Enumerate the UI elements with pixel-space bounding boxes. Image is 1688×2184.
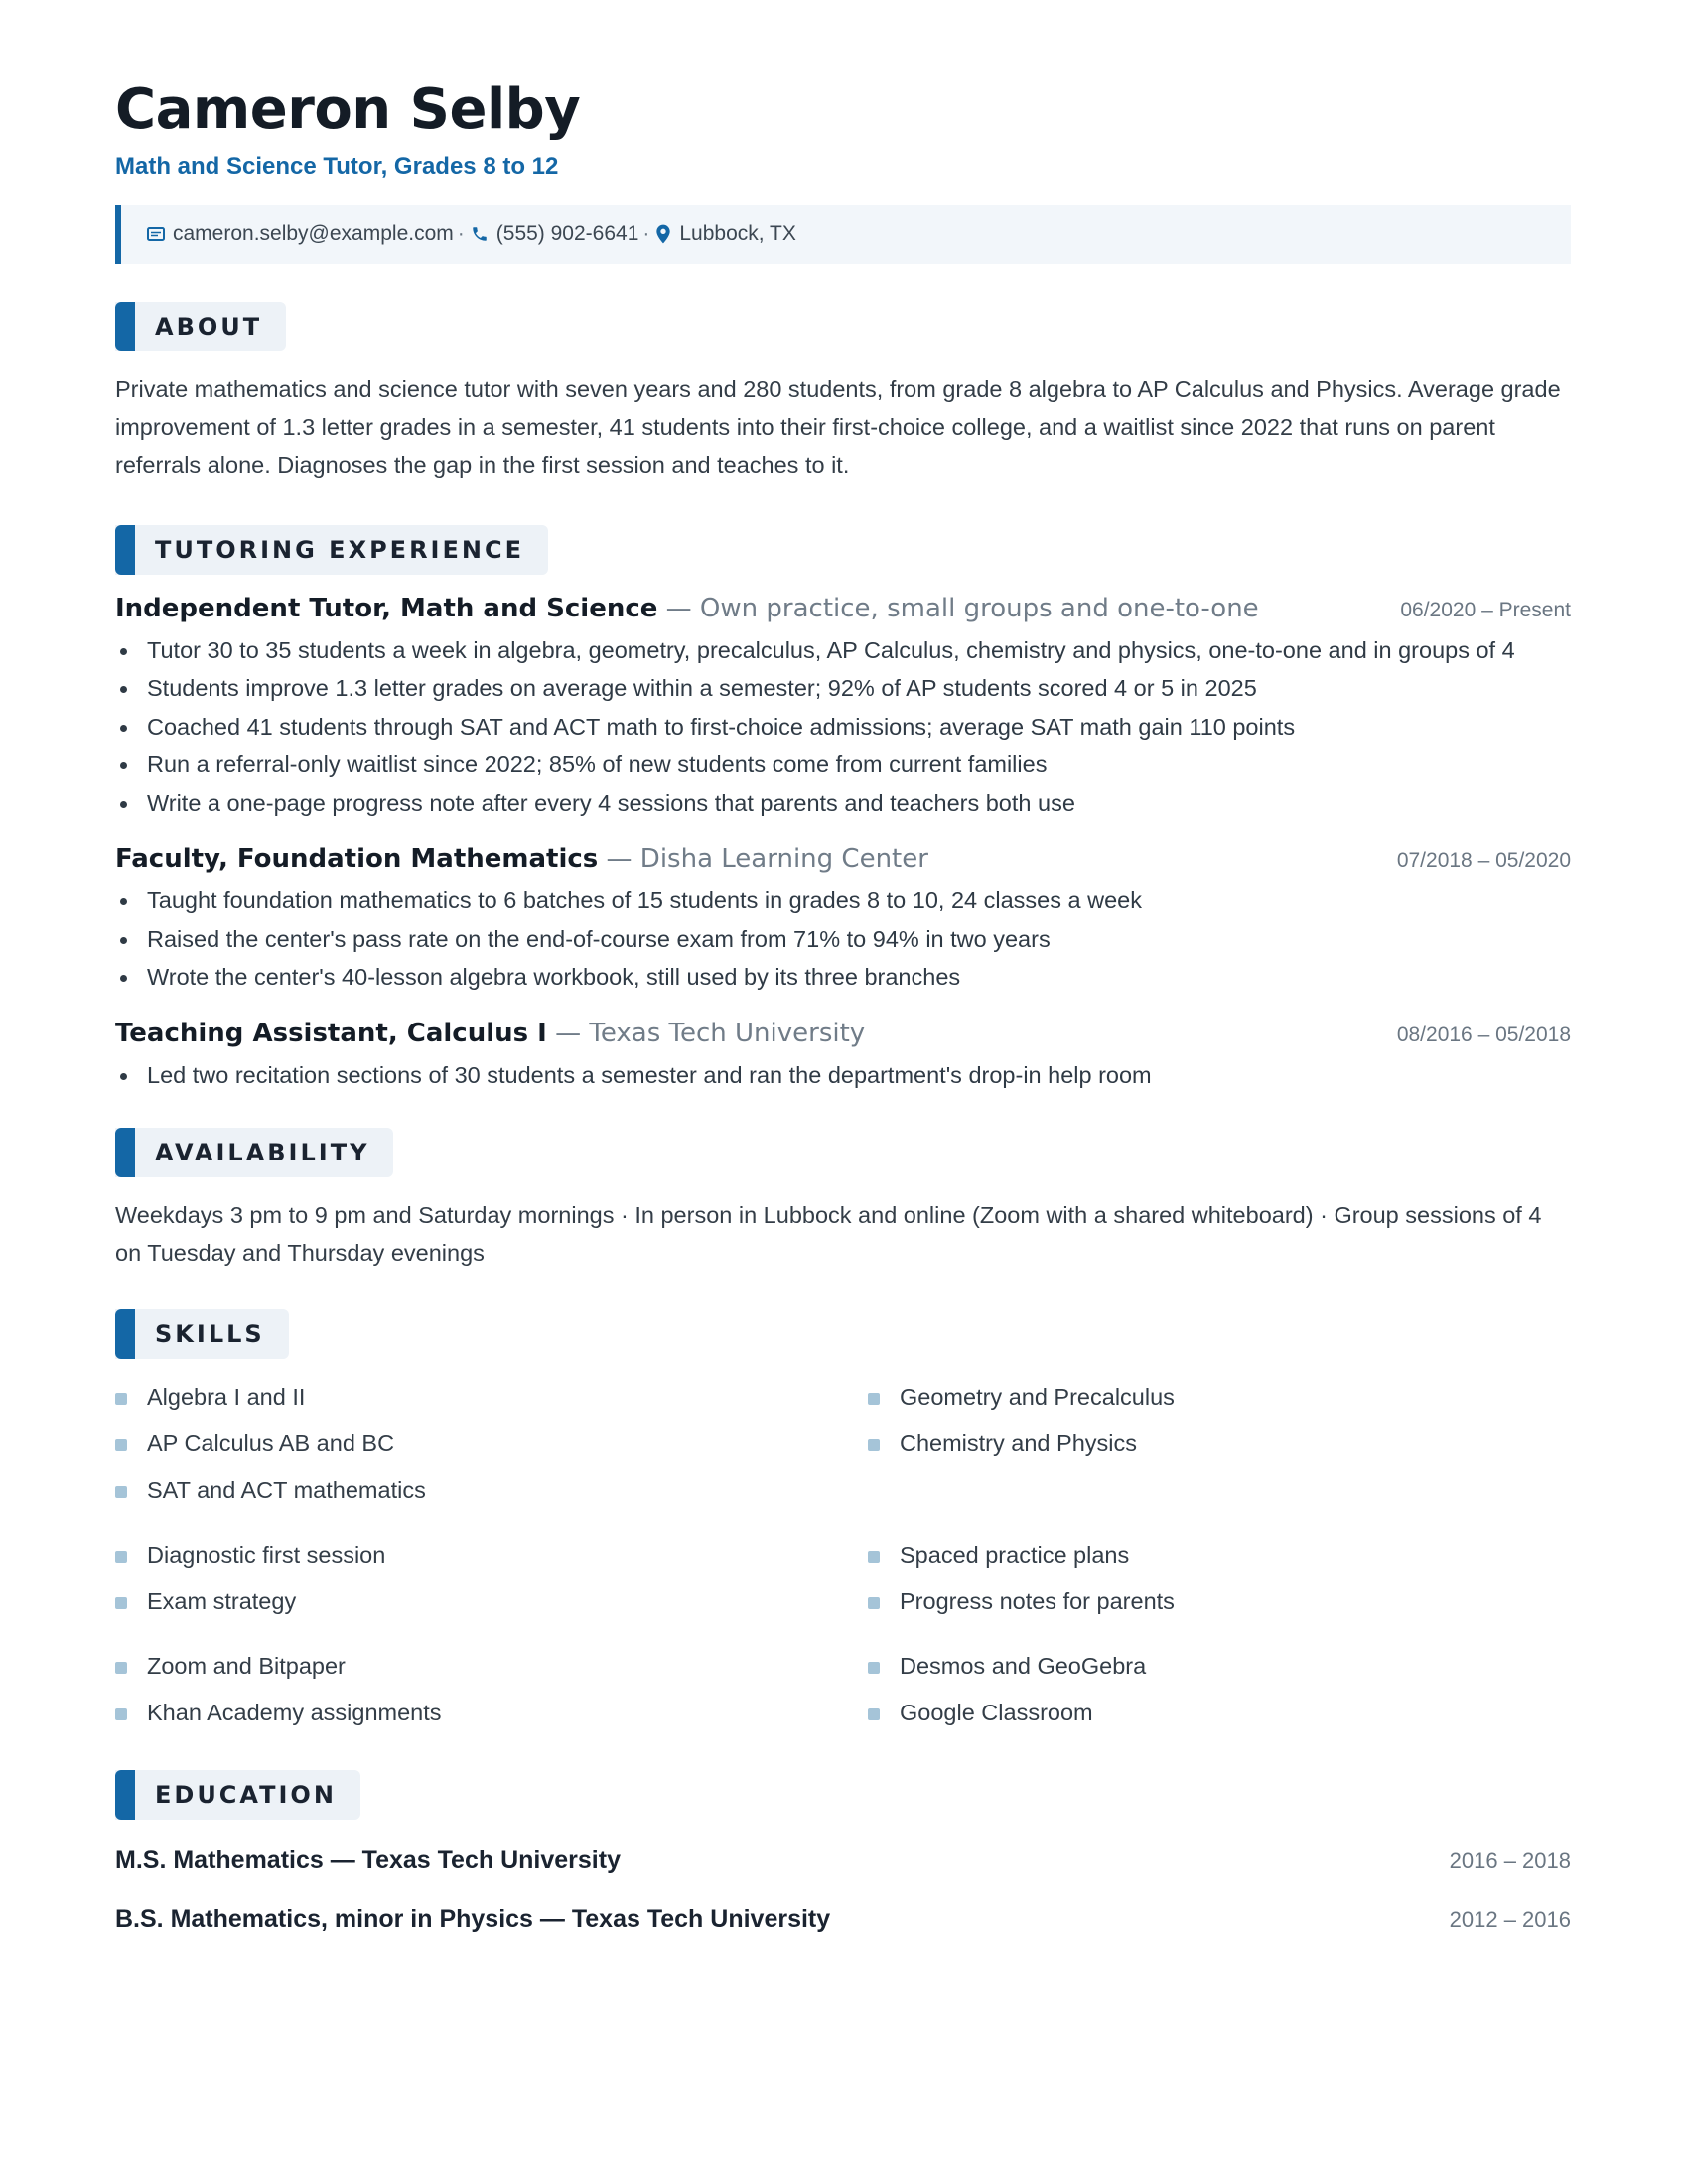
location-pin-icon: [655, 224, 671, 244]
job-organization: — Texas Tech University: [546, 1018, 866, 1048]
education-section: [115, 1770, 1571, 1934]
section-title: AVAILABILITY: [155, 1139, 370, 1167]
job-bullet: Tutor 30 to 35 students a week in algebra, geometry, precalculus, AP Calculus, chemistry and physics, one-to-one and in groups of 4: [115, 631, 1571, 670]
section-title: TUTORING EXPERIENCE: [155, 535, 524, 564]
job-organization: — Own practice, small groups and one-to-one: [657, 593, 1259, 623]
job-bullet: Coached 41 students through SAT and ACT math to first-choice admissions; average SAT math gain 110 points: [115, 708, 1571, 747]
availability-section: [115, 1128, 1571, 1272]
skill-item: AP Calculus AB and BC: [115, 1421, 868, 1467]
contact-separator: ·: [457, 221, 465, 245]
job-dates: 07/2018 – 05/2020: [1396, 849, 1571, 873]
section-heading-skills: [115, 1309, 289, 1359]
section-accent-bar: [115, 1309, 135, 1359]
job-bullet: Raised the center's pass rate on the end-of-course exam from 71% to 94% in two years: [115, 920, 1571, 959]
job-title: Faculty, Foundation Mathematics: [115, 844, 599, 875]
skill-item: Zoom and Bitpaper: [115, 1643, 868, 1690]
section-heading-education: [115, 1770, 360, 1820]
skill-item: Exam strategy: [115, 1578, 868, 1625]
section-title: SKILLS: [155, 1320, 265, 1349]
skill-item: Geometry and Precalculus: [868, 1374, 1563, 1421]
job-title: Independent Tutor, Math and Science: [115, 593, 658, 623]
section-title: EDUCATION: [155, 1781, 337, 1810]
candidate-tagline: Math and Science Tutor, Grades 8 to 12: [115, 152, 559, 180]
education-dates: 2012 – 2016: [1449, 1907, 1571, 1933]
contact-bar: [115, 205, 1571, 264]
resume-content: [115, 79, 1571, 1934]
job-title: Teaching Assistant, Calculus I: [115, 1018, 547, 1048]
about-section: [115, 302, 1571, 483]
section-accent-bar: [115, 302, 135, 351]
skill-item: Diagnostic first session: [115, 1532, 868, 1578]
section-accent-bar: [115, 525, 135, 575]
job-dates: 06/2020 – Present: [1400, 598, 1571, 621]
education-degree: M.S. Mathematics — Texas Tech University: [115, 1846, 621, 1875]
job-bullet: Led two recitation sections of 30 students a semester and ran the department's drop-in help room: [115, 1056, 1571, 1095]
candidate-name: Cameron Selby: [115, 77, 581, 142]
section-heading-about: [115, 302, 286, 351]
contact-location: Lubbock, TX: [679, 221, 796, 245]
job-bullets: [115, 1056, 1571, 1095]
skill-item: Chemistry and Physics: [868, 1421, 1563, 1467]
section-title: ABOUT: [155, 312, 263, 341]
contact-phone[interactable]: (555) 902-6641: [495, 221, 639, 245]
contact-email[interactable]: cameron.selby@example.com: [173, 221, 454, 245]
phone-icon: [471, 225, 489, 243]
contact-separator: ·: [642, 221, 650, 245]
job-organization: — Disha Learning Center: [598, 844, 928, 875]
skills-grid: [115, 1374, 1571, 1736]
job-entry: [115, 1019, 1571, 1095]
section-accent-bar: [115, 1128, 135, 1177]
job-bullet: Run a referral-only waitlist since 2022; 85% of new students come from current families: [115, 746, 1571, 784]
job-bullet: Wrote the center's 40-lesson algebra workbook, still used by its three branches: [115, 958, 1571, 997]
section-heading-availability: [115, 1128, 393, 1177]
skill-item: SAT and ACT mathematics: [115, 1467, 868, 1514]
education-entry: [115, 1846, 1571, 1875]
job-entry: [115, 594, 1571, 823]
skill-item: Algebra I and II: [115, 1374, 868, 1421]
skill-item: Progress notes for parents: [868, 1578, 1563, 1625]
skill-item: Khan Academy assignments: [115, 1690, 868, 1736]
job-entry: [115, 844, 1571, 997]
job-bullet: Write a one-page progress note after every 4 sessions that parents and teachers both use: [115, 784, 1571, 823]
skill-item: Google Classroom: [868, 1690, 1563, 1736]
about-text: Private mathematics and science tutor with seven years and 280 students, from grade 8 algebra to AP Calculus and Physics. Average grade improvement of 1.3 letter grades in a semester, 41 students into their first-choice college, and a waitlist since 2022 that runs on parent referrals alone. Diagnoses the gap in the first session and teaches to it.: [115, 375, 1561, 478]
education-entry: [115, 1905, 1571, 1934]
skill-item: Desmos and GeoGebra: [868, 1643, 1563, 1690]
skills-section: [115, 1309, 1571, 1736]
job-dates: 08/2016 – 05/2018: [1396, 1023, 1571, 1046]
job-bullet: Taught foundation mathematics to 6 batches of 15 students in grades 8 to 10, 24 classes a week: [115, 882, 1571, 920]
availability-text: Weekdays 3 pm to 9 pm and Saturday mornings · In person in Lubbock and online (Zoom with a shared whiteboard) · Group sessions of 4 on Tuesday and Thursday evenings: [115, 1202, 1542, 1267]
section-heading-experience: [115, 525, 548, 575]
section-accent-bar: [115, 1770, 135, 1820]
education-degree: B.S. Mathematics, minor in Physics — Texas Tech University: [115, 1905, 831, 1934]
job-bullets: [115, 882, 1571, 997]
job-bullet: Students improve 1.3 letter grades on average within a semester; 92% of AP students scored 4 or 5 in 2025: [115, 669, 1571, 708]
skill-item: Spaced practice plans: [868, 1532, 1563, 1578]
job-bullets: [115, 631, 1571, 823]
education-dates: 2016 – 2018: [1449, 1848, 1571, 1874]
experience-section: [115, 525, 1571, 1095]
mail-icon: [147, 227, 165, 241]
